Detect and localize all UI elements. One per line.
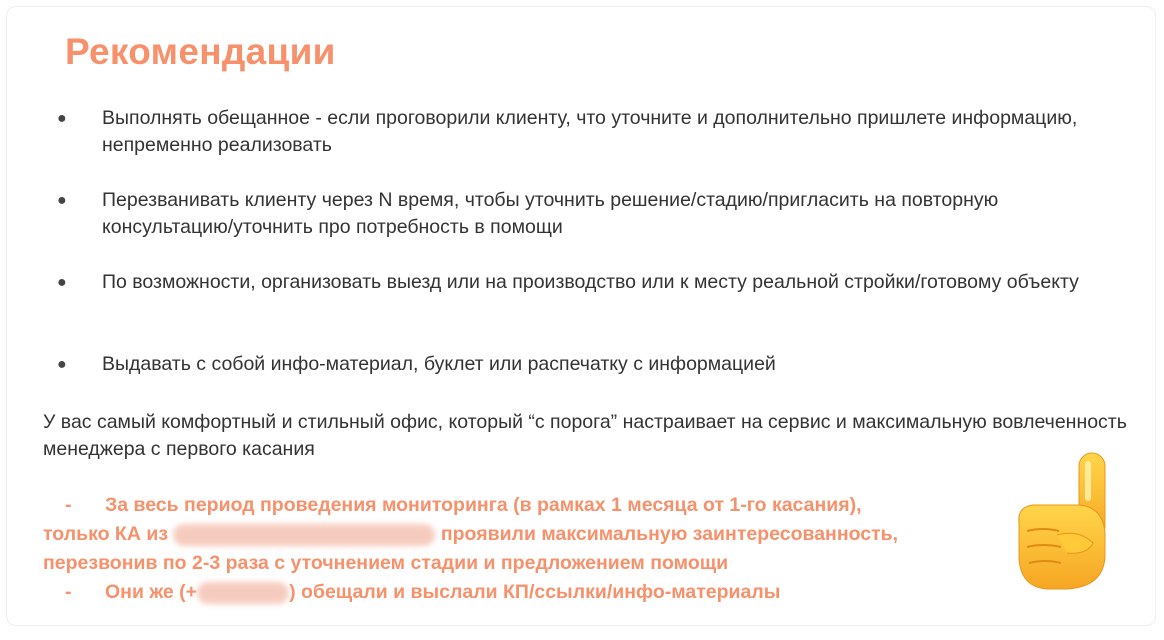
- findings-line-3: [43, 549, 1003, 578]
- monitoring-findings: [43, 491, 1003, 607]
- page-title: Рекомендации: [65, 31, 336, 72]
- findings-line-2: [43, 520, 1003, 549]
- list-item-text: Перезванивать клиенту через N время, чтобы уточнить решение/стадию/пригласить на повторную консультацию/уточнить про потребность в помощи: [102, 189, 999, 238]
- bullet-icon: ●: [57, 110, 67, 127]
- list-item: [57, 269, 1079, 296]
- list-item: [57, 105, 1117, 159]
- findings-line-4: [43, 578, 1003, 607]
- findings-text: Они же (+: [105, 581, 198, 603]
- findings-text: только КА из: [43, 523, 169, 545]
- dash-icon: -: [65, 581, 72, 603]
- list-item-text: По возможности, организовать выезд или на производство или к месту реальной стройки/готовому объекту: [102, 271, 1079, 293]
- findings-text: проявили максимальную заинтересованность,: [440, 523, 899, 545]
- bullet-icon: ●: [57, 274, 67, 291]
- list-item-text: Выполнять обещанное - если проговорили клиенту, что уточните и дополнительно пришлете информацию, непременно реализовать: [102, 107, 1078, 156]
- findings-line-1: [43, 491, 1003, 520]
- list-item-text: Выдавать с собой инфо-материал, буклет или распечатку с информацией: [102, 353, 776, 375]
- dash-icon: -: [65, 494, 72, 516]
- bullet-icon: ●: [57, 356, 67, 373]
- pointing-up-hand-icon: [1007, 447, 1117, 597]
- list-item: [57, 351, 776, 378]
- redacted-block: [173, 524, 435, 546]
- findings-text: ) обещали и выслали КП/ссылки/инфо-материалы: [289, 581, 781, 603]
- slide: [6, 6, 1156, 626]
- list-item: [57, 187, 1117, 241]
- findings-text: За весь период проведения мониторинга (в рамках 1 месяца от 1-го касания),: [105, 494, 862, 516]
- bullet-icon: ●: [57, 192, 67, 209]
- findings-text: перезвонив по 2-3 раза с уточнением стадии и предложением помощи: [43, 552, 729, 574]
- redacted-block: [197, 582, 289, 604]
- office-paragraph: У вас самый комфортный и стильный офис, который “с порога” настраивает на сервис и максимальную вовлеченность менеджера с первого касания: [43, 411, 1127, 460]
